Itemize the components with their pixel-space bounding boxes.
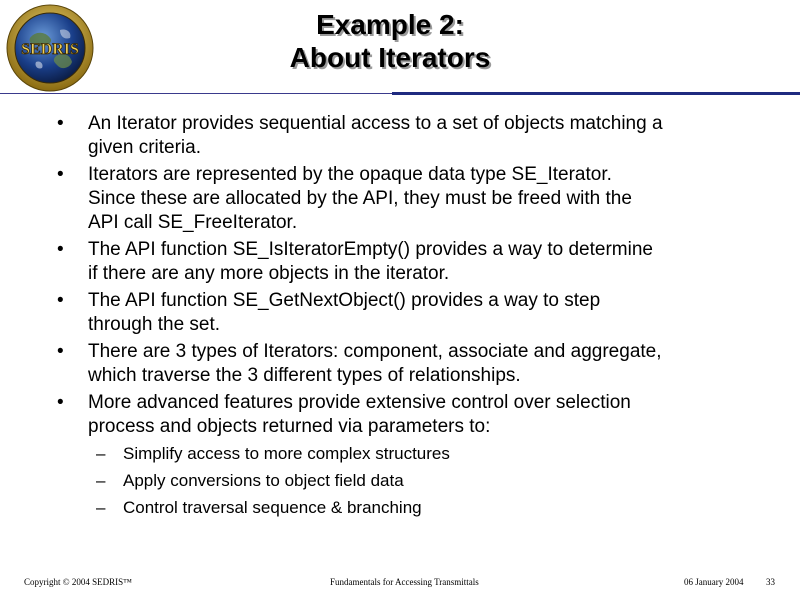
footer-date: 06 January 2004 <box>684 577 744 587</box>
bullet-line: Iterators are represented by the opaque data type SE_Iterator. <box>88 164 612 185</box>
bullet-item <box>0 340 800 388</box>
sub-bullet-text: Simplify access to more complex structures <box>123 444 450 463</box>
bullet-line: process and objects returned via parameters to: <box>88 416 491 437</box>
bullet-line: There are 3 types of Iterators: component, associate and aggregate, <box>88 341 662 362</box>
bullet-glyph: • <box>57 239 64 260</box>
footer-copyright: Copyright © 2004 SEDRIS™ <box>24 577 132 587</box>
slide-title <box>180 8 600 74</box>
sub-bullet-glyph: – <box>96 444 106 463</box>
bullet-item <box>0 112 800 160</box>
sedris-logo <box>6 4 94 92</box>
bullet-glyph: • <box>57 341 64 362</box>
bullet-list <box>0 112 800 524</box>
title-line-1: Example 2: <box>316 9 464 40</box>
sub-bullet-text: Apply conversions to object field data <box>123 471 404 490</box>
bullet-item <box>0 289 800 337</box>
bullet-line: Since these are allocated by the API, they must be freed with the <box>88 188 632 209</box>
title-line-2: About Iterators <box>289 42 491 73</box>
bullet-line: The API function SE_IsIteratorEmpty() provides a way to determine <box>88 239 653 260</box>
bullet-glyph: • <box>57 290 64 311</box>
bullet-line: More advanced features provide extensive control over selection <box>88 392 631 413</box>
bullet-line: An Iterator provides sequential access to a set of objects matching a <box>88 113 663 134</box>
bullet-line: which traverse the 3 different types of relationships. <box>88 365 521 386</box>
bullet-line: API call SE_FreeIterator. <box>88 212 298 233</box>
sub-bullet-glyph: – <box>96 498 106 517</box>
bullet-line: if there are any more objects in the iterator. <box>88 263 450 284</box>
footer-page-number: 33 <box>766 577 775 587</box>
bullet-item <box>0 163 800 235</box>
footer-course-title: Fundamentals for Accessing Transmittals <box>330 577 479 587</box>
bullet-item <box>0 238 800 286</box>
sub-bullet-glyph: – <box>96 471 106 490</box>
bullet-line: given criteria. <box>88 137 201 158</box>
bullet-item <box>0 391 800 439</box>
sub-bullet-item <box>0 497 800 519</box>
bullet-line: through the set. <box>88 314 221 335</box>
bullet-glyph: • <box>57 164 64 185</box>
bullet-glyph: • <box>57 113 64 134</box>
title-divider <box>0 92 800 95</box>
svg-text:SEDRIS: SEDRIS <box>21 41 79 58</box>
slide-footer <box>0 577 800 591</box>
sub-bullet-item <box>0 470 800 492</box>
sub-bullet-item <box>0 443 800 465</box>
bullet-line: The API function SE_GetNextObject() provides a way to step <box>88 290 601 311</box>
sub-bullet-text: Control traversal sequence & branching <box>123 498 422 517</box>
bullet-glyph: • <box>57 392 64 413</box>
